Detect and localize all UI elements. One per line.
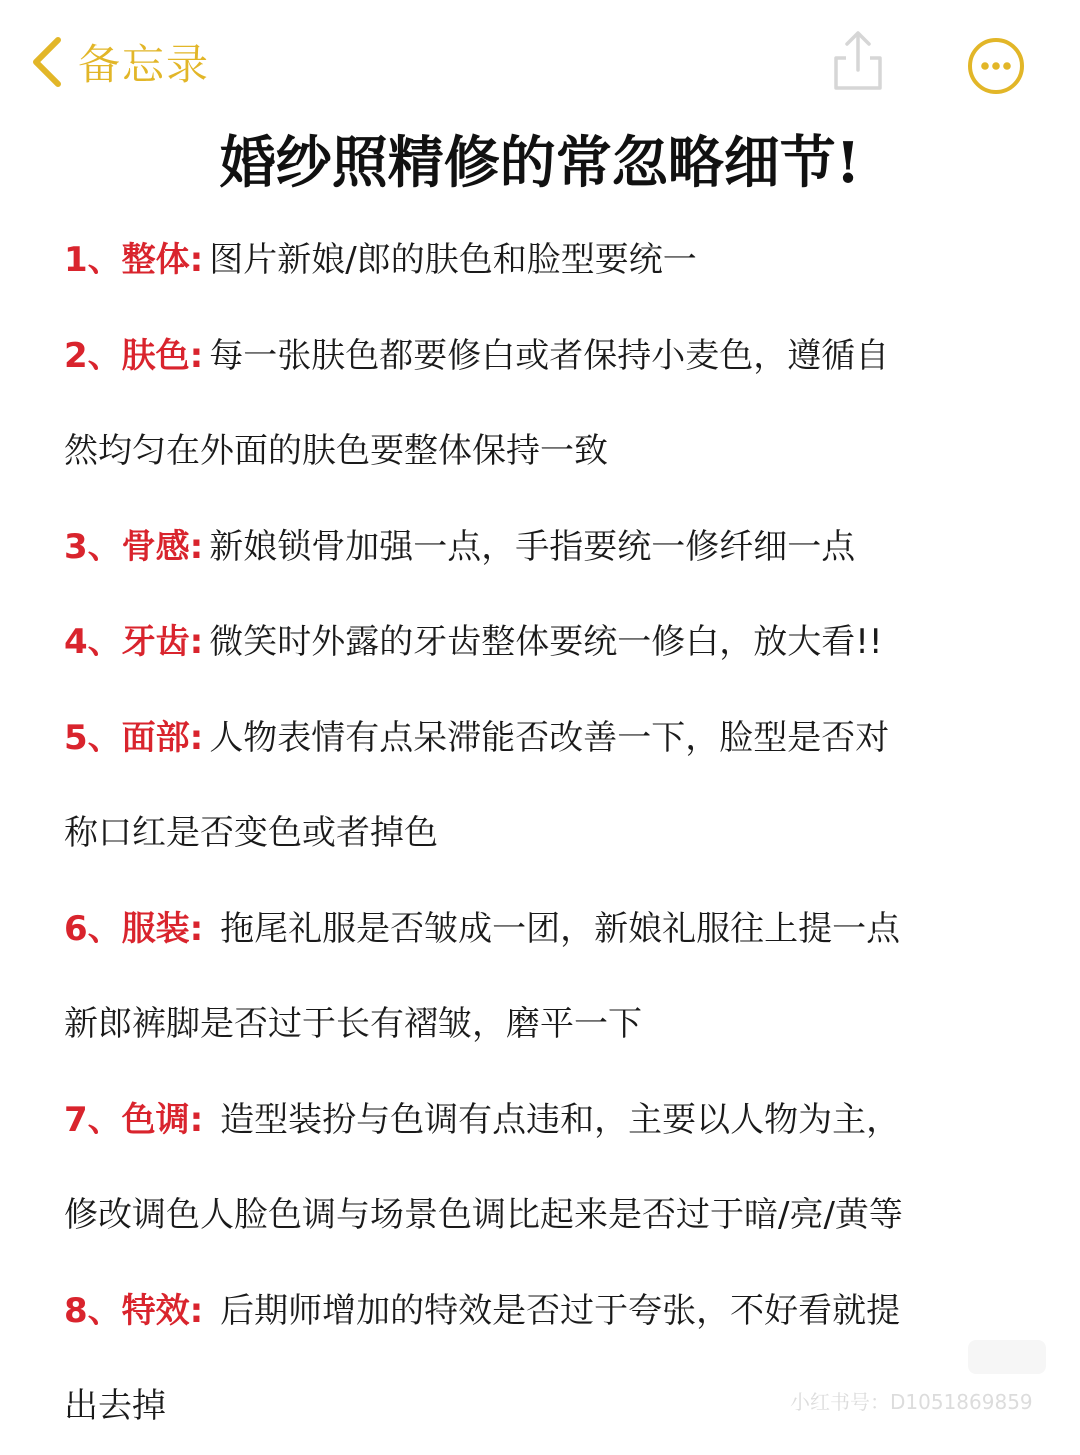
- item-text: 造型装扮与色调有点违和，主要以人物为主，: [209, 1099, 901, 1140]
- item-label: 骨感:: [121, 526, 204, 567]
- item-continuation-line: 新郎裤脚是否过于长有褶皱，磨平一下: [64, 1004, 642, 1044]
- list-item-tone: [64, 1073, 1014, 1169]
- item-number: 3、: [64, 526, 122, 567]
- more-button[interactable]: [966, 36, 1026, 96]
- back-button[interactable]: [28, 30, 210, 94]
- list-item-face: [64, 691, 1014, 787]
- list-item-bone: [64, 500, 1014, 596]
- list-item-teeth: [64, 595, 1014, 691]
- item-number: 2、: [64, 335, 122, 376]
- watermark: 小红书号：D1051869859: [790, 1390, 1033, 1414]
- share-icon: [828, 79, 888, 98]
- item-text: 每一张肤色都要修白或者保持小麦色，遵循自: [209, 335, 890, 376]
- page-title: 婚纱照精修的常忽略细节!: [219, 130, 861, 196]
- item-label: 服装:: [121, 908, 204, 949]
- item-continuation-line: 出去掉: [64, 1386, 166, 1426]
- item-number: 5、: [64, 717, 122, 758]
- item-text: 微笑时外露的牙齿整体要统一修白，放大看!!: [209, 622, 883, 662]
- list-item-clothing: [64, 882, 1014, 978]
- note-content: [64, 213, 1014, 1455]
- item-continuation-line: 然均匀在外面的肤色要整体保持一致: [64, 431, 608, 471]
- item-text: 后期师增加的特效是否过于夸张，不好看就提: [209, 1290, 901, 1331]
- item-label: 色调:: [121, 1099, 204, 1140]
- item-label: 肤色:: [121, 335, 204, 376]
- item-number: 8、: [64, 1290, 122, 1331]
- item-continuation-line: 修改调色人脸色调与场景色调比起来是否过于暗/亮/黄等: [64, 1195, 903, 1235]
- item-text: 拖尾礼服是否皱成一团，新娘礼服往上提一点: [209, 908, 901, 949]
- watermark-logo: [968, 1340, 1046, 1374]
- item-number: 7、: [64, 1099, 122, 1140]
- item-number: 1、: [64, 240, 122, 280]
- list-item-skin: [64, 309, 1014, 405]
- item-text: 新娘锁骨加强一点，手指要统一修纤细一点: [209, 526, 856, 567]
- item-continuation-line: 称口红是否变色或者掉色: [64, 813, 438, 853]
- back-label: 备忘录: [78, 40, 211, 89]
- chevron-left-icon: [28, 35, 64, 89]
- more-icon: [966, 81, 1026, 100]
- share-button[interactable]: [828, 28, 888, 94]
- item-number: 4、: [64, 622, 122, 662]
- item-text: 图片新娘/郎的肤色和脸型要统一: [209, 240, 697, 280]
- item-label: 特效:: [121, 1290, 204, 1331]
- list-item-overall: [64, 213, 1014, 309]
- item-text: 人物表情有点呆滞能否改善一下，脸型是否对: [209, 717, 890, 758]
- item-number: 6、: [64, 908, 122, 949]
- item-label: 面部:: [121, 717, 204, 758]
- item-label: 牙齿:: [121, 622, 204, 662]
- item-label: 整体:: [121, 240, 204, 280]
- list-item-effects: [64, 1264, 1014, 1360]
- nav-bar: [0, 0, 1080, 120]
